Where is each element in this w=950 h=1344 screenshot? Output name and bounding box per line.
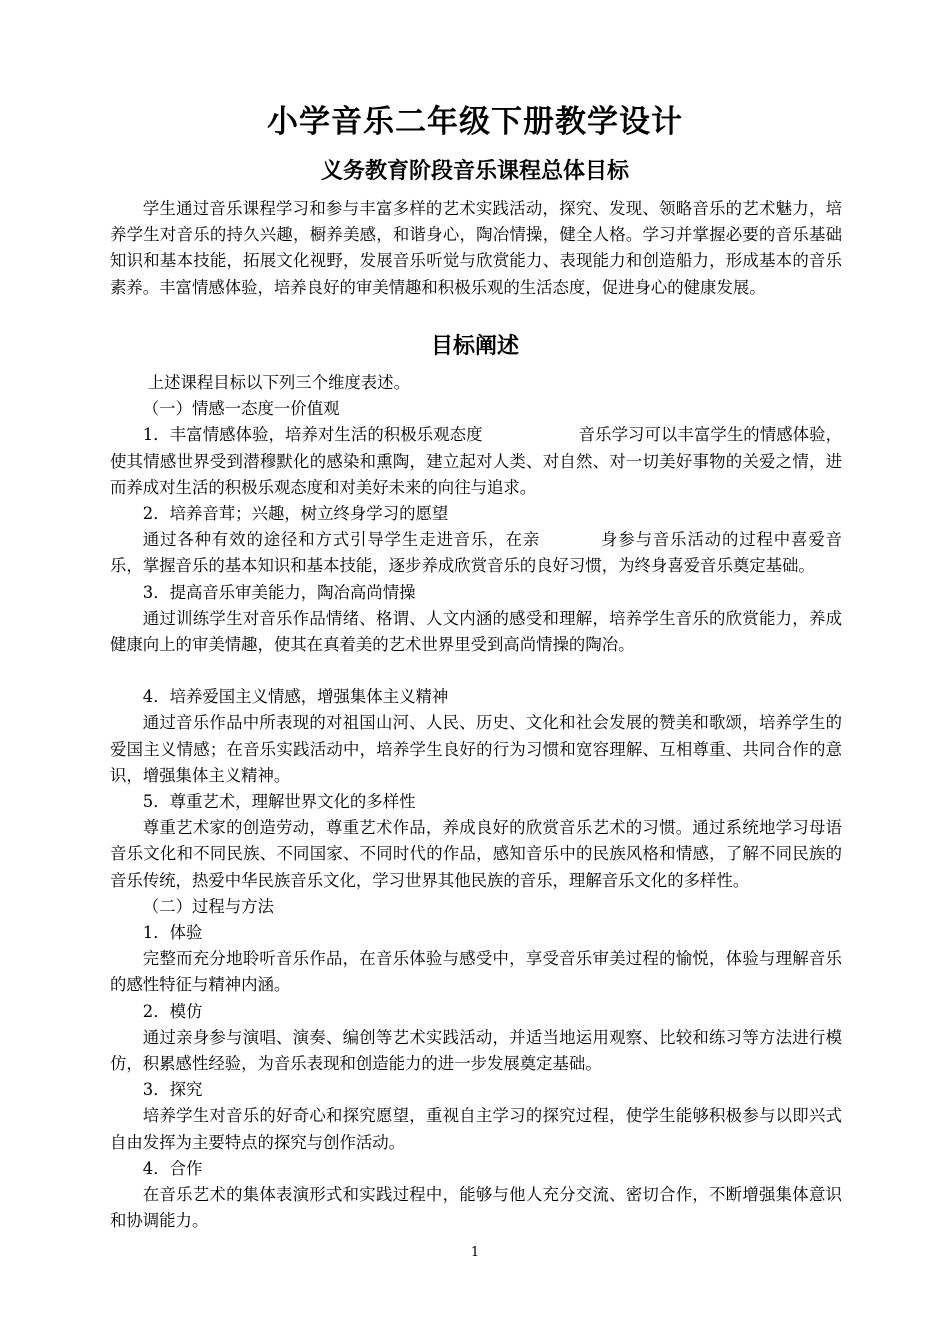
method2-heading: 2．模仿 [142,1001,203,1021]
document-title: 小学音乐二年级下册教学设计 [267,104,683,140]
intro-paragraph: 学生通过音乐课程学习和参与丰富多样的艺术实践活动，探究、发现、领略音乐的艺术魅力，培养学生对音乐的持久兴趣，橱养美感，和谐身心，陶冶情操，健全人格。学习并掌握必要的音乐基础知识和基本技能，拓展文化视野，发展音乐听觉与欣赏能力、表现能力和创造船力，形成基本的音乐素养。丰富情感体验，培养良好的审美情趣和积极乐观的生活态度，促进身心的健康发展。 [110,199,842,297]
item1-title: 1．丰富情感体验，培养对生活的积极乐观态度 [142,425,483,445]
item5-paragraph: 尊重艺术家的创造劳动，尊重艺术作品，养成良好的欣赏音乐艺术的习惯。通过系统地学习母语音乐文化和不同民族、不同国家、不同时代的作品，感知音乐中的民族风格和情感，了解不同民族的音乐传统，热爱中华民族音乐文化，学习世界其他民族的音乐，理解音乐文化的多样性。 [110,818,842,890]
section-heading: 目标阐述 [430,334,519,359]
process-heading: （二）过程与方法 [142,896,274,916]
item1-body: 音乐学习可以丰富学生的情感体验，使其情感世界受到潜穆默化的感染和熏陶，建立起对人类、对自然、对一切美好事物的关爱之情，进而养成对生活的积极乐观态度和对美好未来的向往与追求。 [110,425,842,497]
item2-heading: 2．培养音茸；兴趣，树立终身学习的愿望 [142,504,449,524]
dimensions-paragraph: 上述课程目标以下列三个维度表述。 [147,373,410,392]
method1-heading: 1．体验 [142,923,203,943]
item4-heading: 4．培养爱国主义情感，增强集体主义精神 [142,687,449,707]
item1-paragraph [110,422,842,501]
emotion-heading: （一）情感一态度一价值观 [142,399,340,419]
item3-heading: 3．提高音乐审美能力，陶冶高尚情操 [142,582,416,602]
method4-paragraph: 在音乐艺术的集体表演形式和实践过程中，能够与他人充分交流、密切合作，不断增强集体意识和协调能力。 [110,1185,842,1231]
page-number: 1 [470,1245,480,1260]
method1-paragraph: 完整而充分地聆听音乐作品，在音乐体验与感受中，享受音乐审美过程的愉悦，体验与理解音乐的感性特征与精神内涵。 [110,949,842,995]
intro-block [110,196,842,301]
method3-paragraph: 培养学生对音乐的好奇心和探究愿望，重视自主学习的探究过程，使学生能够积极参与以即兴式自由发挥为主要特点的探究与创作活动。 [110,1106,842,1152]
method3-heading: 3．探究 [142,1080,203,1100]
item2-body-end: 身参与音乐活动的过程中喜爱音乐，掌握音乐的基本知识和基本技能，逐步养成欣赏音乐的良好习惯，为终身喜爱音乐奠定基础。 [110,530,843,576]
item4-paragraph: 通过音乐作品中所表现的对祖国山河、人民、历史、文化和社会发展的赞美和歌颂，培养学生的爱国主义情感；在音乐实践活动中，培养学生良好的行为习惯和宽容理解、互相尊重、共同合作的意识，增强集体主义精神。 [110,713,842,785]
item5-heading: 5．尊重艺术，理解世界文化的多样性 [142,792,416,812]
method2-paragraph: 通过亲身参与演唱、演奏、编创等艺术实践活动，并适当地运用观察、比较和练习等方法进行模仿，积累感性经验，为音乐表现和创造能力的进一步发展奠定基础。 [110,1027,842,1074]
item3-paragraph: 通过训练学生对音乐作品情绪、格谓、人文内涵的感受和理解，培养学生音乐的欣赏能力，养成健康向上的审美情趣，使其在真着美的艺术世界里受到高尚情操的陶冶。 [110,608,842,655]
item2-body-start: 通过各种有效的途径和方式引导学生走进音乐，在亲 [142,530,541,550]
goals-body [110,370,842,1235]
document-subtitle: 义务教育阶段音乐课程总体目标 [320,159,629,184]
item2-paragraph [110,527,842,579]
method4-heading: 4．合作 [142,1158,203,1178]
